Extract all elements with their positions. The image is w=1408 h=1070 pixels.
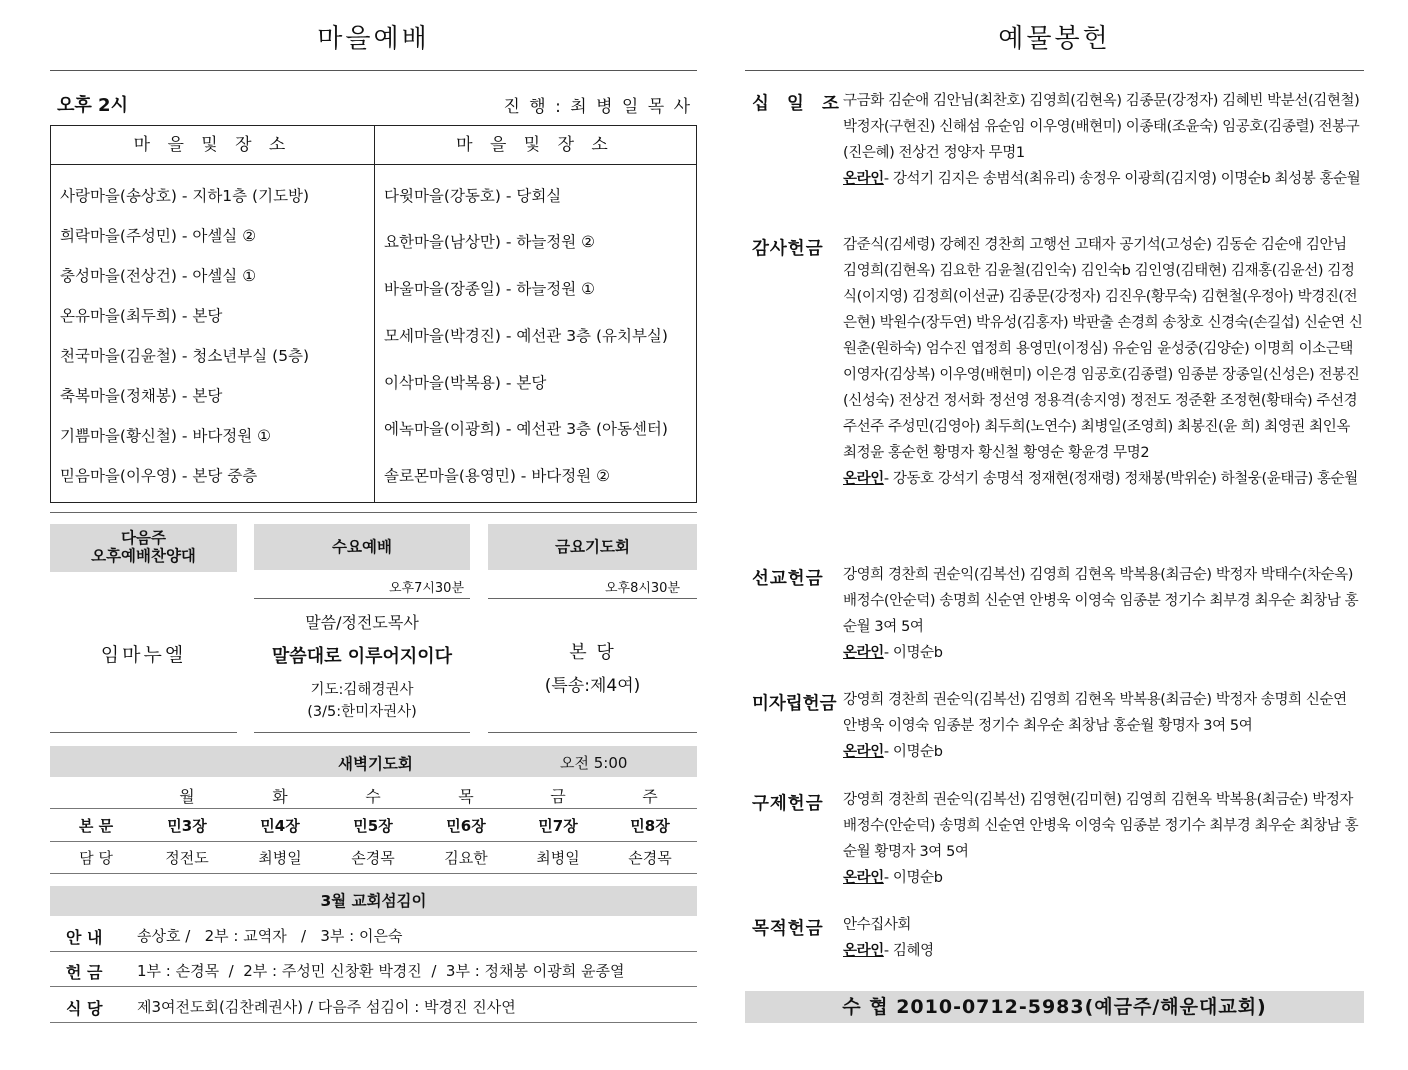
online-list: - 이명순b bbox=[883, 870, 943, 886]
online-label: 온라인 bbox=[843, 471, 884, 487]
divider bbox=[50, 1022, 697, 1023]
divider bbox=[488, 598, 697, 599]
serve-label: 안 내 bbox=[66, 928, 103, 947]
donor-list: 안수집사회 bbox=[843, 917, 912, 933]
wed-title: 수요예배 bbox=[254, 524, 470, 570]
offering-support bbox=[843, 687, 1363, 765]
offering-label: 감사헌금 bbox=[752, 239, 824, 259]
online-label: 온라인 bbox=[843, 744, 884, 760]
bank-account: 수 협 2010-0712-5983(예금주/해운대교회) bbox=[745, 991, 1364, 1023]
online-list: - 이명순b bbox=[883, 645, 943, 661]
online-label: 온라인 bbox=[843, 171, 884, 187]
donor-list: 강영희 경찬희 권순익(김복선) 김영현(김미현) 김영희 김현옥 박복용(최금순) 박정자 배정수(안순덕) 송명희 신순연 안병욱 이영숙 임종분 정기수 최부경 최우순 최창남 홍순월 황명자 3여 5여 bbox=[843, 792, 1359, 860]
row-label-leader: 담 당 bbox=[79, 849, 113, 867]
divider bbox=[745, 70, 1364, 71]
table-header-left: 마 을 및 장 소 bbox=[51, 126, 374, 165]
wed-speaker: 말씀/정전도목사 bbox=[305, 613, 419, 632]
choir-name: 임마누엘 bbox=[100, 644, 187, 666]
village-item: 희락마을(주성민) - 아셀실 ② bbox=[60, 227, 257, 245]
serve-title: 3월 교회섬김이 bbox=[50, 886, 697, 916]
online-list: - 강석기 김지은 송범석(최유리) 송정우 이광희(김지영) 이명순b 최성봉 홍순월 bbox=[883, 171, 1361, 187]
dawn-leader: 최병일 bbox=[258, 849, 302, 867]
offering-label: 미자립헌금 bbox=[752, 694, 837, 714]
offering-label: 선교헌금 bbox=[752, 569, 824, 589]
dawn-title: 새벽기도회 bbox=[338, 755, 413, 773]
choir-title: 다음주 오후예배찬양대 bbox=[50, 524, 237, 572]
offering-title: 예물봉헌 bbox=[998, 24, 1111, 54]
village-item: 솔로몬마을(용영민) - 바다정원 ② bbox=[384, 467, 611, 485]
village-item: 축복마을(정채봉) - 본당 bbox=[60, 387, 223, 405]
dawn-text: 민6장 bbox=[446, 817, 486, 835]
dawn-text: 민5장 bbox=[353, 817, 393, 835]
donor-list: 강영희 경찬희 권순익(김복선) 김영희 김현옥 박복용(최금순) 박정자 송명희 신순연 안병욱 이영숙 임종분 정기수 최우순 최창남 홍순월 황명자 3여 5여 bbox=[843, 692, 1347, 734]
serve-text: 제3여전도회(김찬례권사) / 다음주 섬김이 : 박경진 진사연 bbox=[137, 998, 516, 1016]
serve-label: 식 당 bbox=[66, 999, 103, 1018]
fri-time: 오후8시30분 bbox=[604, 581, 680, 596]
offering-label: 목적헌금 bbox=[752, 919, 824, 939]
row-label-text: 본 문 bbox=[78, 817, 114, 835]
divider bbox=[50, 986, 697, 987]
divider bbox=[50, 732, 237, 733]
column-divider bbox=[374, 126, 375, 502]
day-fri: 금 bbox=[550, 787, 566, 806]
day-wed: 수 bbox=[365, 787, 381, 806]
worship-title: 마을예배 bbox=[317, 24, 430, 54]
online-list: - 강동호 강석기 송명석 정재현(정재령) 정채봉(박위순) 하철웅(윤태금) 홍순월 bbox=[883, 471, 1358, 487]
divider bbox=[50, 873, 697, 874]
offering-purpose bbox=[843, 912, 1363, 964]
wed-time: 오후7시30분 bbox=[388, 581, 464, 596]
day-tue: 화 bbox=[272, 787, 288, 806]
offering-mission bbox=[843, 562, 1363, 666]
village-item: 이삭마을(박복용) - 본당 bbox=[384, 374, 547, 392]
serve-text: 송상호 / 2부 : 교역자 / 3부 : 이은숙 bbox=[137, 927, 403, 945]
serve-text: 1부 : 손경목 / 2부 : 주성민 신창환 박경진 / 3부 : 정채봉 이광희 윤종열 bbox=[137, 962, 625, 980]
dawn-leader: 정전도 bbox=[165, 849, 209, 867]
offering-thanks bbox=[843, 232, 1363, 492]
donor-list: 구금화 김순애 김안님(최찬호) 김영희(김현옥) 김종문(강정자) 김혜빈 박분선(김현철) 박정자(구현진) 신해섬 유순임 이우영(배현미) 이종태(조윤숙) 임공호(김종렬) 전봉구(진은혜) 전상건 정양자 무명1 bbox=[843, 93, 1360, 161]
wed-prayer-next: (3/5:한미자권사) bbox=[307, 704, 417, 720]
dawn-text: 민7장 bbox=[538, 817, 578, 835]
online-list: - 이명순b bbox=[883, 744, 943, 760]
village-table bbox=[50, 125, 697, 503]
divider bbox=[254, 598, 470, 599]
village-item: 바울마을(장종일) - 하늘정원 ① bbox=[384, 280, 596, 298]
divider bbox=[50, 808, 697, 809]
online-label: 온라인 bbox=[843, 870, 884, 886]
dawn-leader: 김요한 bbox=[444, 849, 488, 867]
divider bbox=[50, 512, 697, 513]
village-item: 요한마을(남상만) - 하늘정원 ② bbox=[384, 233, 596, 251]
fri-place: 본 당 bbox=[569, 642, 616, 663]
dawn-text: 민4장 bbox=[260, 817, 300, 835]
divider bbox=[254, 732, 470, 733]
dawn-text: 민8장 bbox=[630, 817, 670, 835]
divider bbox=[488, 732, 697, 733]
serve-label: 헌 금 bbox=[66, 963, 103, 982]
village-item: 에녹마을(이광희) - 예선관 3층 (아동센터) bbox=[384, 420, 668, 438]
fri-title: 금요기도회 bbox=[488, 524, 697, 570]
village-item: 믿음마을(이우영) - 본당 중층 bbox=[60, 467, 258, 485]
worship-time: 오후 2시 bbox=[57, 95, 128, 116]
village-item: 모세마을(박경진) - 예선관 3층 (유치부실) bbox=[384, 327, 668, 345]
dawn-leader: 손경목 bbox=[351, 849, 395, 867]
offering-relief bbox=[843, 787, 1363, 891]
day-sun: 주 bbox=[642, 787, 658, 806]
day-thu: 목 bbox=[458, 787, 474, 806]
divider bbox=[50, 70, 697, 71]
village-item: 사랑마을(송상호) - 지하1층 (기도방) bbox=[60, 187, 310, 205]
village-item: 온유마을(최두희) - 본당 bbox=[60, 307, 223, 325]
online-label: 온라인 bbox=[843, 943, 884, 959]
village-item: 기쁨마을(황신철) - 바다정원 ① bbox=[60, 427, 272, 445]
online-list: - 김혜영 bbox=[883, 943, 934, 959]
dawn-leader: 최병일 bbox=[536, 849, 580, 867]
donor-list: 감준식(김세령) 강혜진 경찬희 고행선 고태자 공기석(고성순) 김동순 김순애 김안님 김영희(김현옥) 김요한 김윤철(김인숙) 김인숙b 김인영(김태현) 김재홍(김윤선) 김정식(이지영) 김정희(이선균) 김종문(강정자) 김진우(황무숙) 김현철(우정아) 박경진(전은현) 박원수(장두연) 박유성(김홍자) 박판출 손경희 송창호 신경숙(손길섭) 신순연 신원춘(원하숙) 엄수진 엽정희 용영민(이정심) 유순임 윤성중(김양순) 이명희 이소근택 이영자(김상복) 이우영(배현미) 이은경 임공호(김종렬) 임종분 장종일(신성은) 전봉진(신성숙) 전상건 정서화 정선영 정용격(송지영) 정전도 정준환 조정현(황태숙) 주선경 주선주 주성민(김영아) 최두희(노연수) 최병일(조영희) 최봉진(윤 희) 최영권 최인옥 최정윤 홍순헌 황명자 황신철 황영순 황윤경 무명2 bbox=[843, 237, 1363, 461]
village-item: 다윗마을(강동호) - 당회실 bbox=[384, 187, 562, 205]
offering-tithe bbox=[843, 88, 1363, 192]
donor-list: 강영희 경찬희 권순익(김복선) 김영희 김현옥 박복용(최금순) 박정자 박태수(차순옥) 배정수(안순덕) 송명희 신순연 안병욱 이영숙 임종분 정기수 최부경 최우순 최창남 홍순월 3여 5여 bbox=[843, 567, 1359, 635]
offering-label: 구제헌금 bbox=[752, 794, 824, 814]
wed-prayer: 기도:김해경권사 bbox=[310, 682, 414, 698]
online-label: 온라인 bbox=[843, 645, 884, 661]
wed-sermon: 말씀대로 이루어지이다 bbox=[271, 646, 453, 667]
dawn-time: 오전 5:00 bbox=[560, 754, 628, 772]
offering-label: 십 일 조 bbox=[752, 94, 845, 114]
fri-special: (특송:제4여) bbox=[544, 676, 641, 696]
village-item: 충성마을(전상건) - 아셀실 ① bbox=[60, 267, 257, 285]
divider bbox=[50, 951, 697, 952]
day-mon: 월 bbox=[179, 787, 195, 806]
dawn-text: 민3장 bbox=[167, 817, 207, 835]
dawn-leader: 손경목 bbox=[628, 849, 672, 867]
village-item: 천국마을(김윤철) - 청소년부실 (5층) bbox=[60, 347, 310, 365]
table-header-right: 마 을 및 장 소 bbox=[374, 126, 696, 165]
worship-leader: 진 행 : 최 병 일 목 사 bbox=[503, 97, 692, 117]
divider bbox=[50, 841, 697, 842]
